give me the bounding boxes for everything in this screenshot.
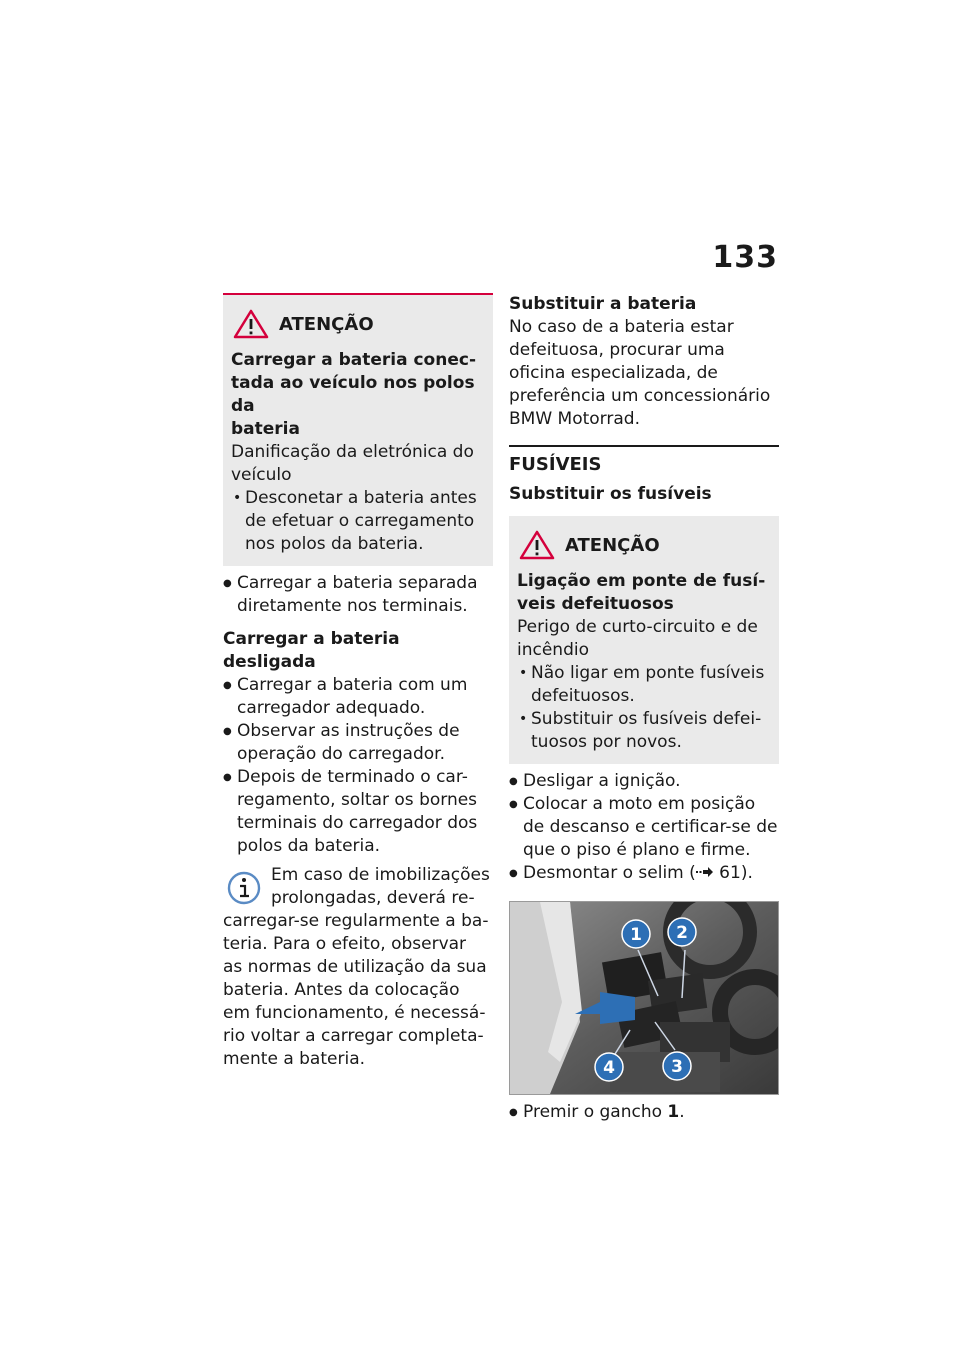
section-title-fuses: FUSÍVEIS — [509, 445, 779, 477]
list-item: • Substituir os fusíveis defei- tuosos por novos. — [517, 708, 771, 754]
list-item: ● Premir o gancho 1. — [509, 1101, 779, 1124]
svg-text:1: 1 — [630, 925, 642, 945]
heading-disconnected-charge: Carregar a bateria desligada — [223, 629, 400, 672]
arrow-ref-icon — [696, 866, 714, 878]
callout-1 — [622, 920, 650, 948]
warning-heading-line: Ligação em ponte de fusí- — [517, 571, 766, 591]
list-item: • Não ligar em ponte fusíveis defeituosos. — [517, 662, 771, 708]
warning-triangle-icon — [519, 530, 555, 560]
page-number: 133 — [712, 240, 778, 275]
right-column — [509, 293, 779, 1124]
callout-3 — [663, 1052, 691, 1080]
warning-header — [517, 530, 771, 560]
list-item: ● Carregar a bateria separada diretamente nos terminais. — [223, 572, 493, 618]
info-text: Em caso de imobilizações prolongadas, deverá re- carregar-se regularmente a ba- teria. Para o efeito, observar as normas de utilização da sua bateria. Antes da colocação em funcionamento, é necessá- rio voltar a carregar completa- mente a bateria. — [223, 865, 490, 1069]
warning-box-battery — [223, 293, 493, 566]
svg-text:2: 2 — [676, 923, 688, 943]
fuse-box-illustration — [510, 902, 778, 1094]
list-item: • Desconetar a bateria antes de efetuar o carregamento nos polos da bateria. — [231, 487, 485, 556]
warning-bullet-list — [517, 662, 771, 754]
svg-text:3: 3 — [671, 1057, 683, 1077]
list-item: ● Carregar a bateria com um carregador adequado. — [223, 674, 493, 720]
list-item: ● Colocar a moto em posição de descanso e certificar-se de que o piso é plano e firme. — [509, 793, 779, 862]
info-icon — [223, 866, 265, 908]
warning-title: ATENÇÃO — [565, 534, 660, 556]
warning-body-line: Perigo de curto-circuito e de — [517, 617, 758, 637]
list-item: ● Depois de terminado o car- regamento, soltar os bornes terminais do carregador dos polos da bateria. — [223, 766, 493, 858]
svg-text:4: 4 — [603, 1058, 615, 1078]
warning-heading-line: Carregar a bateria conec- — [231, 350, 476, 370]
warning-body-line: Danificação da eletrónica do — [231, 442, 474, 462]
callout-2 — [668, 918, 696, 946]
warning-title: ATENÇÃO — [279, 313, 374, 335]
warning-header — [231, 309, 485, 339]
warning-body-line: veículo — [231, 465, 292, 485]
heading-replace-battery: Substituir a bateria — [509, 294, 697, 314]
bullet-list-fuse-steps — [509, 770, 779, 885]
warning-heading-line: veis defeituosos — [517, 594, 674, 614]
paragraph-replace-battery: No caso de a bateria estar defeituosa, procurar uma oficina especializada, de preferência um concessionário BMW Motorrad. — [509, 317, 771, 429]
bullet-list-separate-charge — [223, 572, 493, 618]
list-item: ● Observar as instruções de operação do carregador. — [223, 720, 493, 766]
list-item: ● Desligar a ignição. — [509, 770, 779, 793]
warning-box-fuses — [509, 516, 779, 764]
list-item: ● Desmontar o selim ( 61). — [509, 862, 779, 885]
callout-4 — [595, 1053, 623, 1081]
warning-heading-line: bateria — [231, 419, 300, 439]
left-column — [223, 293, 493, 1071]
bullet-list-disconnected-charge — [223, 674, 493, 858]
bullet-list-press-hook — [509, 1101, 779, 1124]
info-note — [223, 864, 493, 1071]
warning-triangle-icon — [233, 309, 269, 339]
warning-heading-line: tada ao veículo nos polos da — [231, 373, 475, 416]
warning-body-line: incêndio — [517, 640, 589, 660]
heading-replace-fuses: Substituir os fusíveis — [509, 484, 712, 504]
fuse-box-photo — [509, 901, 779, 1095]
warning-bullet-list — [231, 487, 485, 556]
